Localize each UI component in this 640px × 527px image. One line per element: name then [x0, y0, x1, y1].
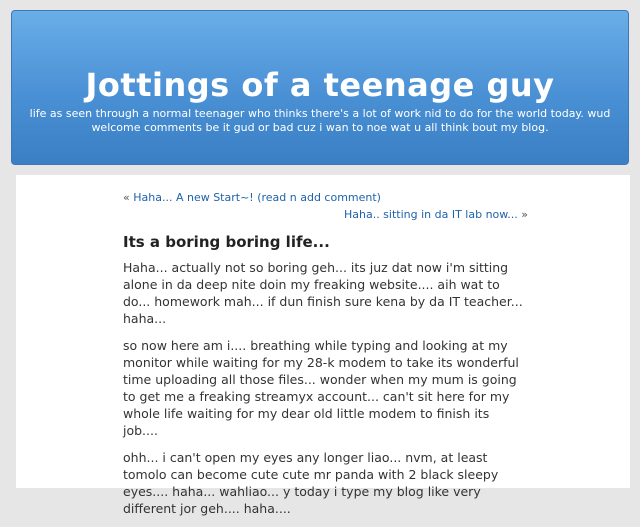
blog-title[interactable]: Jottings of a teenage guy	[85, 66, 555, 104]
post-body	[123, 259, 523, 527]
blog-description: life as seen through a normal teenager who thinks there's a lot of work nid to do for the world today. wud welcome comments be it gud or bad cuz i wan to noe wat u all think bout my blog.	[29, 107, 611, 134]
blog-header	[11, 10, 629, 165]
post-paragraph: so now here am i.... breathing while typing and looking at my monitor while waiting for my 28-k modem to take its wonderful time uploading all those files... wonder when my mum is going to get me a freaking streamyx account... can't sit here for my whole life waiting for my dear old little modem to finish its job....	[123, 338, 519, 438]
post-paragraph: Haha... actually not so boring geh... its juz dat now i'm sitting alone in da deep nite doin my freaking website.... aih wat to do... homework mah... if dun finish sure kena by da IT teacher... haha...	[123, 260, 523, 326]
previous-post-link[interactable]: Haha... A new Start~! (read n add comment)	[133, 191, 381, 204]
main-content	[16, 175, 630, 516]
previous-arrow: «	[123, 191, 130, 204]
next-arrow: »	[521, 208, 528, 221]
post-title: Its a boring boring life...	[123, 233, 330, 251]
post-paragraph: ohh... i can't open my eyes any longer liao... nvm, at least tomolo can become cute cute mr panda with 2 black sleepy eyes.... haha... wahliao... y today i type my blog like very different jor geh.... haha....	[123, 450, 499, 516]
next-post-nav	[344, 208, 528, 221]
next-post-link[interactable]: Haha.. sitting in da IT lab now...	[343, 208, 518, 221]
previous-post-nav	[123, 191, 381, 204]
